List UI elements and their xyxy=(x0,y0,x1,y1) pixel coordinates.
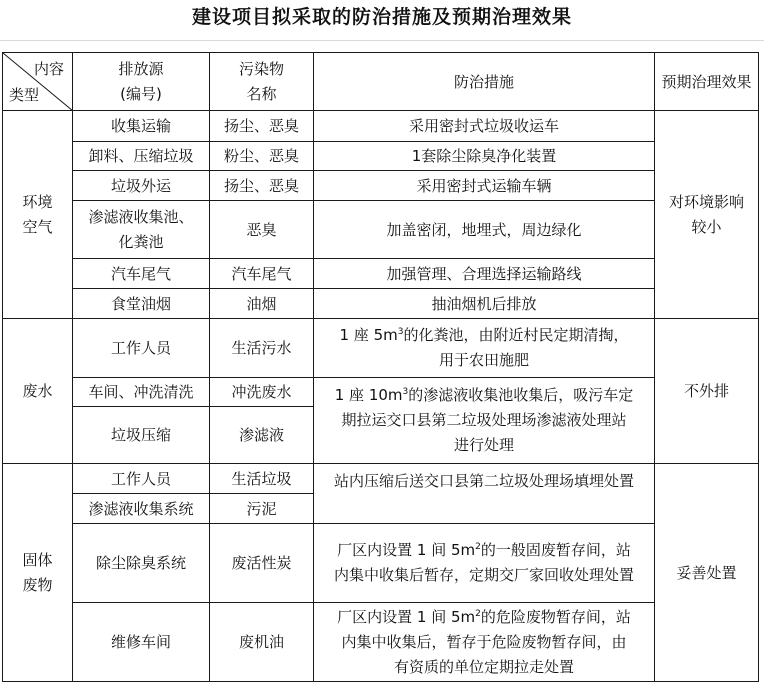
pollutant-cell: 恶臭 xyxy=(210,201,314,259)
source-cell: 食堂油烟 xyxy=(73,289,210,319)
pollutant-cell: 生活垃圾 xyxy=(210,464,314,494)
measure-cell: 厂区内设置 1 间 $5m^2$的一般固废暂存间，站 内集中收集后暂存，定期交厂家回收处理处置 xyxy=(314,524,655,603)
measures-table xyxy=(2,52,759,682)
source-cell: 收集运输 xyxy=(73,111,210,142)
table-row xyxy=(3,289,759,319)
category-water: 废水 xyxy=(3,319,73,464)
measure-cell: 加盖密闭，地埋式，周边绿化 xyxy=(314,201,655,259)
table-row xyxy=(3,201,759,259)
effect-water: 不外排 xyxy=(655,319,759,464)
pollutant-cell: 粉尘、恶臭 xyxy=(210,142,314,171)
pollutant-cell: 扬尘、恶臭 xyxy=(210,171,314,201)
header-row xyxy=(3,53,759,111)
measure-cell: 加强管理、合理选择运输路线 xyxy=(314,259,655,289)
measure-cell: 抽油烟机后排放 xyxy=(314,289,655,319)
pollutant-cell: 扬尘、恶臭 xyxy=(210,111,314,142)
measure-cell: 1 座 $5m^3$的化粪池，由附近村民定期清掏， 用于农田施肥 xyxy=(314,319,655,378)
header-type-label: 类型 xyxy=(9,86,40,104)
source-cell: 垃圾压缩 xyxy=(73,407,210,464)
header-diagonal-cell xyxy=(3,53,73,111)
source-cell: 汽车尾气 xyxy=(73,259,210,289)
effect-air: 对环境影响 较小 xyxy=(655,111,759,319)
pollutant-cell: 污泥 xyxy=(210,494,314,524)
table-row xyxy=(3,142,759,171)
pollutant-cell: 汽车尾气 xyxy=(210,259,314,289)
header-measure: 防治措施 xyxy=(314,53,655,111)
pollutant-cell: 渗滤液 xyxy=(210,407,314,464)
category-solid: 固体 废物 xyxy=(3,464,73,682)
pollutant-cell: 废机油 xyxy=(210,603,314,682)
source-cell: 工作人员 xyxy=(73,464,210,494)
pollutant-cell: 废活性炭 xyxy=(210,524,314,603)
measure-cell: 站内压缩后送交口县第二垃圾处理场填埋处置 xyxy=(314,464,655,524)
measure-cell: 采用密封式运输车辆 xyxy=(314,171,655,201)
table-row xyxy=(3,171,759,201)
category-air: 环境 空气 xyxy=(3,111,73,319)
header-source: 排放源 (编号) xyxy=(73,53,210,111)
source-cell: 渗滤液收集系统 xyxy=(73,494,210,524)
pollutant-cell: 油烟 xyxy=(210,289,314,319)
table-row xyxy=(3,524,759,603)
table-row xyxy=(3,378,759,407)
header-pollutant: 污染物 名称 xyxy=(210,53,314,111)
title-separator xyxy=(0,40,764,41)
pollutant-cell: 冲洗废水 xyxy=(210,378,314,407)
header-effect: 预期治理效果 xyxy=(655,53,759,111)
measure-cell: 厂区内设置 1 间 $5m^2$的危险废物暂存间，站 内集中收集后，暂存于危险废物暂存间，由 有资质的单位定期拉走处置 xyxy=(314,603,655,682)
table-row xyxy=(3,111,759,142)
source-cell: 车间、冲洗清洗 xyxy=(73,378,210,407)
measure-cell: 1套除尘除臭净化装置 xyxy=(314,142,655,171)
source-cell: 渗滤液收集池、 化粪池 xyxy=(73,201,210,259)
source-cell: 卸料、压缩垃圾 xyxy=(73,142,210,171)
source-cell: 工作人员 xyxy=(73,319,210,378)
source-cell: 除尘除臭系统 xyxy=(73,524,210,603)
table-row xyxy=(3,603,759,682)
table-row xyxy=(3,319,759,378)
pollutant-cell: 生活污水 xyxy=(210,319,314,378)
header-content-label: 内容 xyxy=(33,60,64,78)
source-cell: 维修车间 xyxy=(73,603,210,682)
measure-cell: 采用密封式垃圾收运车 xyxy=(314,111,655,142)
page-title: 建设项目拟采取的防治措施及预期治理效果 xyxy=(191,6,572,28)
table-row xyxy=(3,259,759,289)
table-row xyxy=(3,464,759,494)
measure-cell: 1 座 $10m^3$的渗滤液收集池收集后，吸污车定 期拉运交口县第二垃圾处理场渗滤液处理站 进行处理 xyxy=(314,378,655,464)
effect-solid: 妥善处置 xyxy=(655,464,759,682)
source-cell: 垃圾外运 xyxy=(73,171,210,201)
